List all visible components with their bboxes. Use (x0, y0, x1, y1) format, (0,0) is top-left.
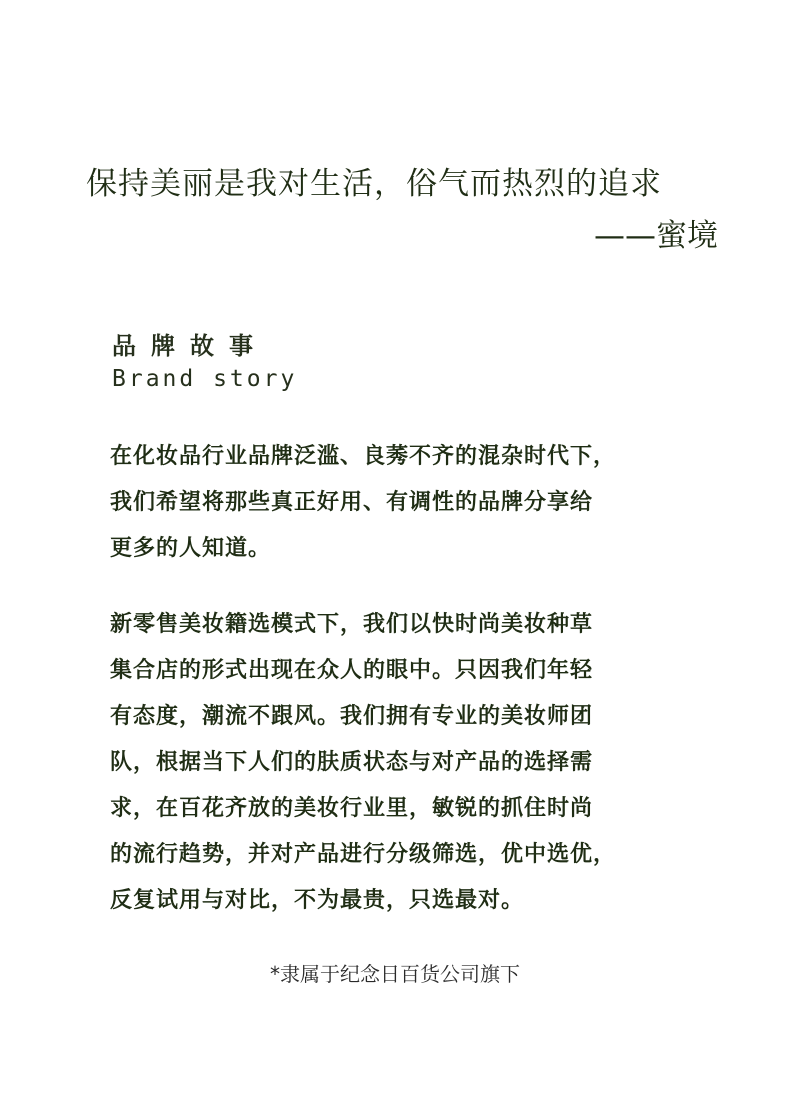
story-paragraph-1 (110, 434, 670, 572)
story-title-chinese: 品牌故事 (112, 332, 268, 360)
story-title-english: Brand story (112, 366, 298, 392)
paragraph-line: 新零售美妆籍选模式下，我们以快时尚美妆种草 (110, 612, 594, 637)
paragraph-line: 队，根据当下人们的肤质状态与对产品的选择需 (110, 750, 594, 775)
signature: ——蜜境 (594, 218, 718, 254)
paragraph-line: 求，在百花齐放的美妆行业里，敏锐的抓住时尚 (110, 796, 594, 821)
paragraph-line: 我们希望将那些真正好用、有调性的品牌分享给 (110, 490, 594, 515)
paragraph-line: 在化妆品行业品牌泛滥、良莠不齐的混杂时代下， (110, 444, 617, 469)
paragraph-line: 有态度，潮流不跟风。我们拥有专业的美妆师团 (110, 704, 594, 729)
paragraph-line: 的流行趋势，并对产品进行分级筛选，优中选优， (110, 842, 617, 867)
paragraph-line: 反复试用与对比，不为最贵，只选最对。 (110, 888, 525, 913)
slogan: 保持美丽是我对生活，俗气而热烈的追求 (86, 166, 662, 202)
paragraph-line: 更多的人知道。 (110, 536, 272, 561)
footnote: *隶属于纪念日百货公司旗下 (270, 962, 520, 986)
paragraph-line: 集合店的形式出现在众人的眼中。只因我们年轻 (110, 658, 594, 683)
story-paragraph-2 (110, 602, 670, 924)
